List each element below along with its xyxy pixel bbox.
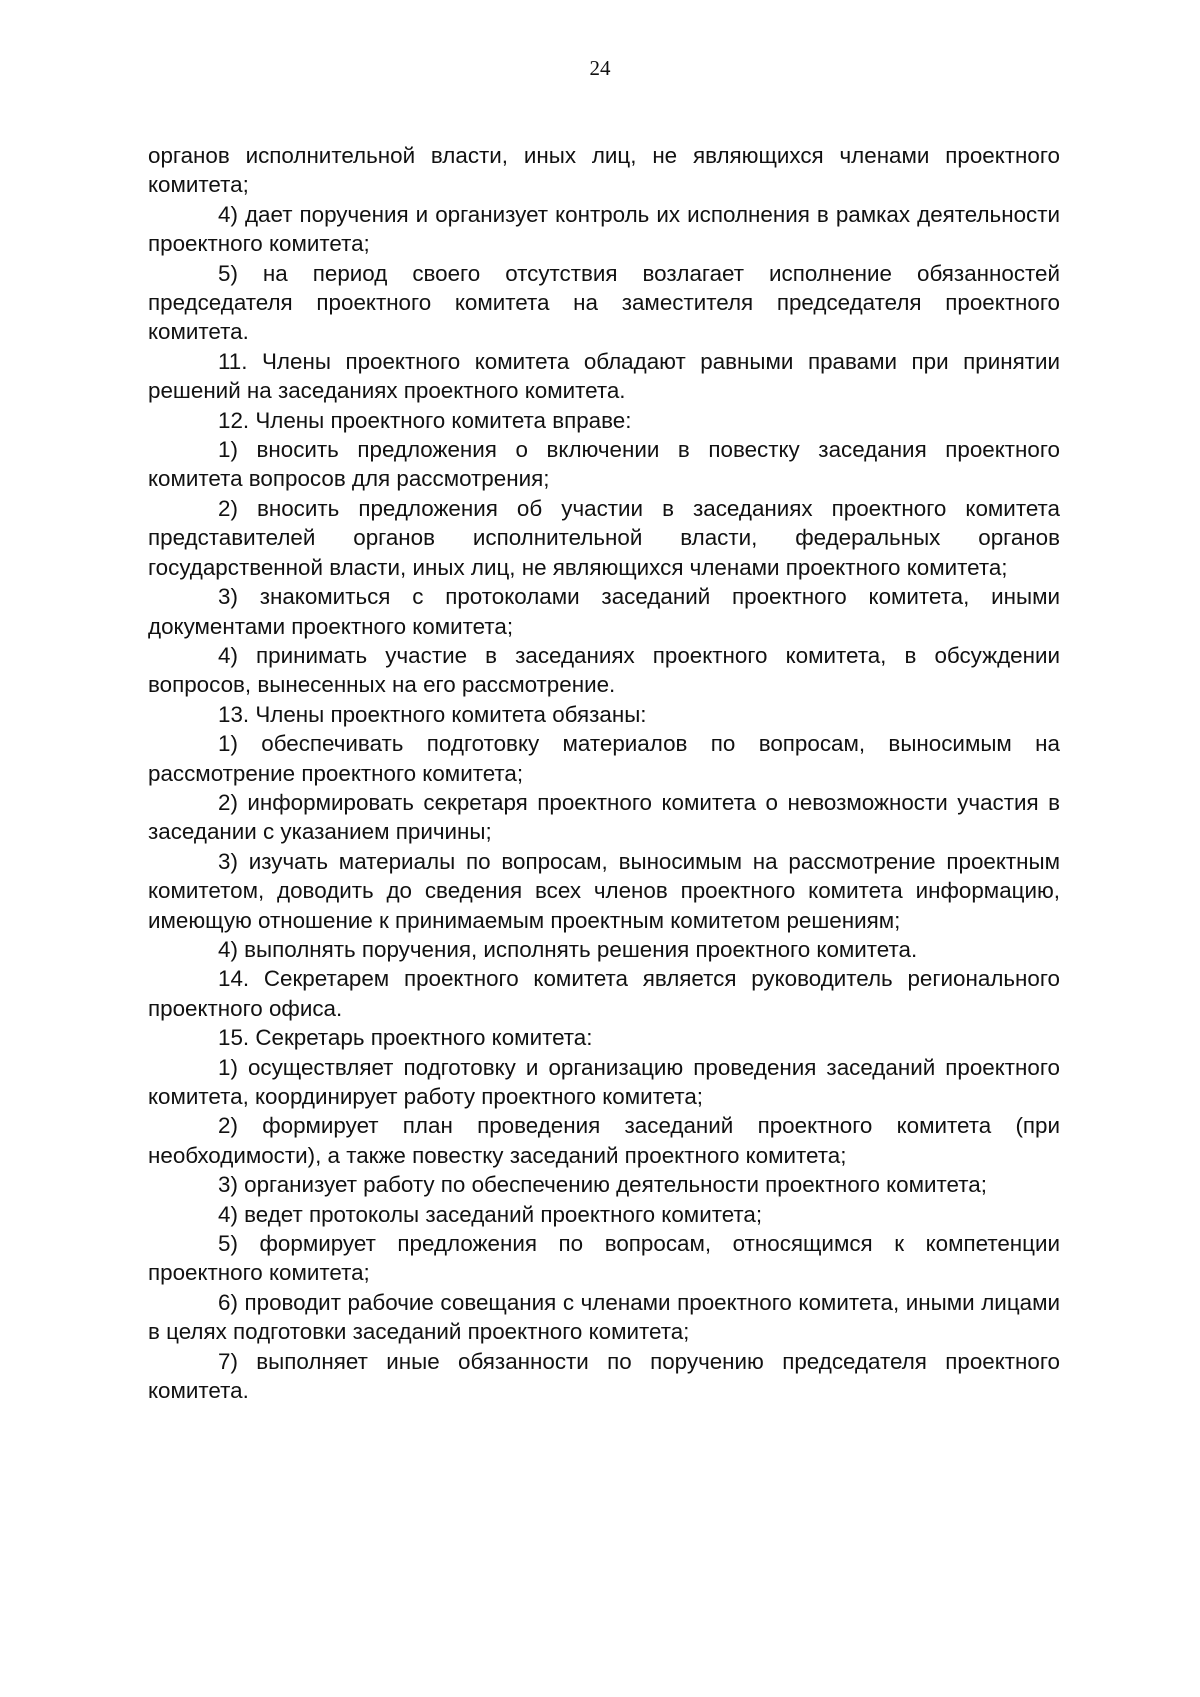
paragraph: 4) дает поручения и организует контроль их исполнения в рамках деятельности проектного комитета; [148,201,1060,257]
paragraph: 4) ведет протоколы заседаний проектного комитета; [218,1201,763,1227]
paragraph: 13. Члены проектного комитета обязаны: [218,701,647,727]
paragraph: 1) обеспечивать подготовку материалов по вопросам, выносимым на рассмотрение проектного комитета; [148,731,1060,786]
paragraph: 1) вносить предложения о включении в повестку заседания проектного комитета вопросов для рассмотрения; [148,437,1060,492]
paragraph: 2) вносить предложения об участии в заседаниях проектного комитета представителей органов исполнительной власти, федеральных органов государственной власти, иных лиц, не являющихся членами проектного комитета; [148,495,1060,580]
paragraph: 11. Члены проектного комитета обладают равными правами при принятии решений на заседаниях проектного комитета. [148,348,1060,404]
paragraph: 15. Секретарь проектного комитета: [218,1025,593,1051]
paragraph: 12. Члены проектного комитета вправе: [218,407,632,433]
paragraph: 5) на период своего отсутствия возлагает исполнение обязанностей председателя проектного комитета на заместителя председателя проектного комитета. [148,260,1060,345]
paragraph: органов исполнительной власти, иных лиц, не являющихся членами проектного комитета; [148,143,1060,198]
paragraph: 4) выполнять поручения, исполнять решения проектного комитета. [218,936,918,962]
paragraph: 6) проводит рабочие совещания с членами проектного комитета, иными лицами в целях подготовки заседаний проектного комитета; [148,1289,1060,1345]
paragraph: 3) изучать материалы по вопросам, выносимым на рассмотрение проектным комитетом, доводить до сведения всех членов проектного комитета информацию, имеющую отношение к принимаемым проектным комитетом решениям; [148,848,1060,933]
paragraph: 1) осуществляет подготовку и организацию проведения заседаний проектного комитета, координирует работу проектного комитета; [148,1054,1060,1109]
paragraph: 14. Секретарем проектного комитета является руководитель регионального проектного офиса. [148,966,1060,1021]
paragraph: 2) формирует план проведения заседаний проектного комитета (при необходимости), а также повестку заседаний проектного комитета; [148,1113,1060,1168]
document-body [148,141,1060,1405]
paragraph: 3) организует работу по обеспечению деятельности проектного комитета; [218,1172,987,1198]
paragraph: 5) формирует предложения по вопросам, относящимся к компетенции проектного комитета; [148,1231,1060,1286]
paragraph: 2) информировать секретаря проектного комитета о невозможности участия в заседании с указанием причины; [148,789,1060,845]
page-number: 24 [589,56,611,80]
paragraph: 3) знакомиться с протоколами заседаний проектного комитета, иными документами проектного комитета; [148,584,1060,639]
paragraph: 7) выполняет иные обязанности по поручению председателя проектного комитета. [148,1348,1060,1404]
paragraph: 4) принимать участие в заседаниях проектного комитета, в обсуждении вопросов, вынесенных на его рассмотрение. [148,642,1060,698]
